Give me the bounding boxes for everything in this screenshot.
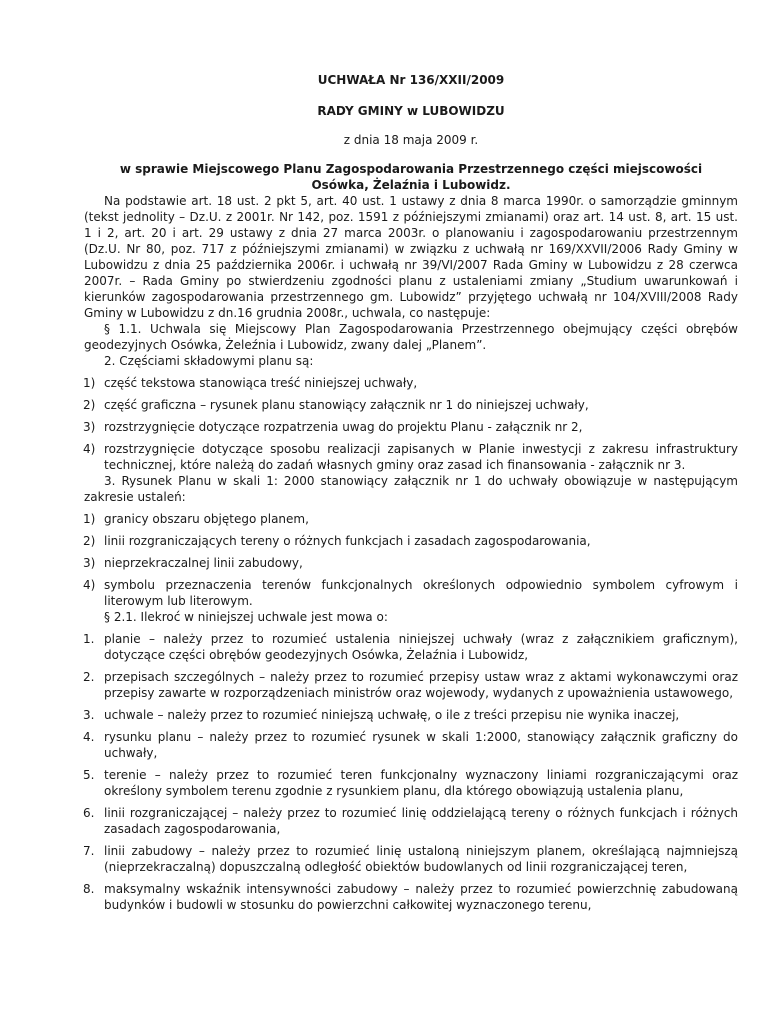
list-item-text: linii rozgraniczających tereny o różnych funkcjach i zasadach zagospodarowania,: [104, 534, 591, 548]
document-page: [84, 72, 738, 913]
list-item-number: 4): [83, 578, 96, 592]
list-item-number: 2): [83, 534, 96, 548]
resolution-number: UCHWAŁA Nr 136/XXII/2009: [317, 73, 505, 87]
list-item-text: linii rozgraniczającej – należy przez to rozumieć linię oddzielającą tereny o różnych funkcjach i różnych zasadach zagospodarowania,: [104, 806, 738, 836]
list-item-text: symbolu przeznaczenia terenów funkcjonalnych określonych odpowiednio symbolem cyfrowym i literowym lub literowym.: [104, 578, 738, 608]
list-item-text: część tekstowa stanowiąca treść niniejszej uchwały,: [104, 376, 418, 390]
list-item: [84, 441, 738, 473]
list-item-number: 4.: [83, 730, 95, 744]
list-item-number: 7.: [83, 844, 95, 858]
council-name: RADY GMINY w LUBOWIDZU: [317, 104, 505, 118]
definitions-list: [84, 631, 738, 913]
list-item: [84, 419, 738, 435]
list-item-number: 1): [83, 376, 96, 390]
list-item-number: 3.: [83, 708, 95, 722]
list-item: [84, 577, 738, 609]
list-item-number: 2.: [83, 670, 95, 684]
list-item: [84, 555, 738, 571]
list-item-text: przepisach szczególnych – należy przez to rozumieć przepisy ustaw wraz z aktami wykonawczymi oraz przepisy zawarte w rozporządzeniach ministrów oraz wojewody, wydanych z upoważnienia ustawowego,: [104, 670, 738, 700]
list-item-number: 6.: [83, 806, 95, 820]
list-item-text: rysunku planu – należy przez to rozumieć rysunek w skali 1:2000, stanowiący załącznik graficzny do uchwały,: [104, 730, 738, 760]
list-item-number: 1): [83, 512, 96, 526]
list-item-number: 1.: [83, 632, 95, 646]
drawing-scope-list: [84, 511, 738, 609]
list-item-number: 3): [83, 420, 96, 434]
section-1-paragraph-2: 2. Częściami składowymi planu są:: [104, 354, 314, 368]
list-item-number: 4): [83, 442, 96, 456]
list-item: [84, 533, 738, 549]
list-item: [84, 707, 738, 723]
list-item-number: 5.: [83, 768, 95, 782]
list-item-number: 3): [83, 556, 96, 570]
list-item-number: 2): [83, 398, 96, 412]
list-item-text: rozstrzygnięcie dotyczące rozpatrzenia uwag do projektu Planu - załącznik nr 2,: [104, 420, 583, 434]
list-item-text: uchwale – należy przez to rozumieć niniejszą uchwałę, o ile z treści przepisu nie wynika inaczej,: [104, 708, 680, 722]
components-list: [84, 375, 738, 473]
list-item-text: rozstrzygnięcie dotyczące sposobu realizacji zapisanych w Planie inwestycji z zakresu infrastruktury technicznej, które należą do zadań własnych gminy oraz zasad ich finansowania - załącznik nr 3.: [104, 442, 738, 472]
list-item: [84, 843, 738, 875]
list-item: [84, 881, 738, 913]
section-1-paragraph-1: § 1.1. Uchwala się Miejscowy Plan Zagospodarowania Przestrzennego obejmujący części obrębów geodezyjnych Osówka, Żeleźnia i Lubowidz, zwany dalej „Planem”.: [84, 322, 738, 352]
resolution-date: z dnia 18 maja 2009 r.: [343, 133, 479, 147]
list-item: [84, 767, 738, 799]
section-1-paragraph-3: 3. Rysunek Planu w skali 1: 2000 stanowiący załącznik nr 1 do uchwały obowiązuje w następującym zakresie ustaleń:: [84, 474, 738, 504]
list-item-text: nieprzekraczalnej linii zabudowy,: [104, 556, 303, 570]
list-item: [84, 375, 738, 391]
subject-line-1: w sprawie Miejscowego Planu Zagospodarowania Przestrzennego części miejscowości: [119, 162, 703, 176]
section-2-paragraph-1: § 2.1. Ilekroć w niniejszej uchwale jest mowa o:: [104, 610, 388, 624]
list-item-text: część graficzna – rysunek planu stanowiący załącznik nr 1 do niniejszej uchwały,: [104, 398, 589, 412]
subject-line-2: Osówka, Żelaźnia i Lubowidz.: [311, 178, 511, 192]
list-item-text: maksymalny wskaźnik intensywności zabudowy – należy przez to rozumieć powierzchnię zabudowaną budynków i budowli w stosunku do powierzchni całkowitej wyznaczonego terenu,: [104, 882, 738, 912]
list-item: [84, 669, 738, 701]
list-item: [84, 805, 738, 837]
preamble: Na podstawie art. 18 ust. 2 pkt 5, art. 40 ust. 1 ustawy z dnia 8 marca 1990r. o samorządzie gminnym (tekst jednolity – Dz.U. z 2001r. Nr 142, poz. 1591 z późniejszymi zmianami) oraz art. 14 ust. 8, art. 15 ust. 1 i 2, art. 20 i art. 29 ustawy z dnia 27 marca 2003r. o planowaniu i zagospodarowaniu przestrzennym (Dz.U. Nr 80, poz. 717 z późniejszymi zmianami) w związku z uchwałą nr 169/XXVII/2006 Rady Gminy w Lubowidzu z dnia 25 października 2006r. i uchwałą nr 39/VI/2007 Rada Gminy w Lubowidzu z 28 czerwca 2007r. – Rada Gminy po stwierdzeniu zgodności planu z ustaleniami zmiany „Studium uwarunkowań i kierunków zagospodarowania przestrzennego gm. Lubowidz” przyjętego uchwałą nr 104/XVIII/2008 Rady Gminy w Lubowidzu z dn.16 grudnia 2008r., uchwala, co następuje:: [84, 194, 738, 320]
list-item: [84, 729, 738, 761]
list-item-text: terenie – należy przez to rozumieć teren funkcjonalny wyznaczony liniami rozgraniczającymi oraz określony symbolem terenu zgodnie z rysunkiem planu, dla którego obowiązują ustalenia planu,: [104, 768, 738, 798]
list-item: [84, 511, 738, 527]
list-item: [84, 397, 738, 413]
list-item-number: 8.: [83, 882, 95, 896]
list-item-text: planie – należy przez to rozumieć ustalenia niniejszej uchwały (wraz z załącznikiem graficznym), dotyczące części obrębów geodezyjnych Osówka, Żelaźnia i Lubowidz,: [104, 632, 738, 662]
list-item: [84, 631, 738, 663]
list-item-text: linii zabudowy – należy przez to rozumieć linię ustaloną niniejszym planem, określającą najmniejszą (nieprzekraczalną) dopuszczalną odległość obiektów budowlanych od linii rozgraniczającej teren,: [104, 844, 738, 874]
list-item-text: granicy obszaru objętego planem,: [104, 512, 309, 526]
